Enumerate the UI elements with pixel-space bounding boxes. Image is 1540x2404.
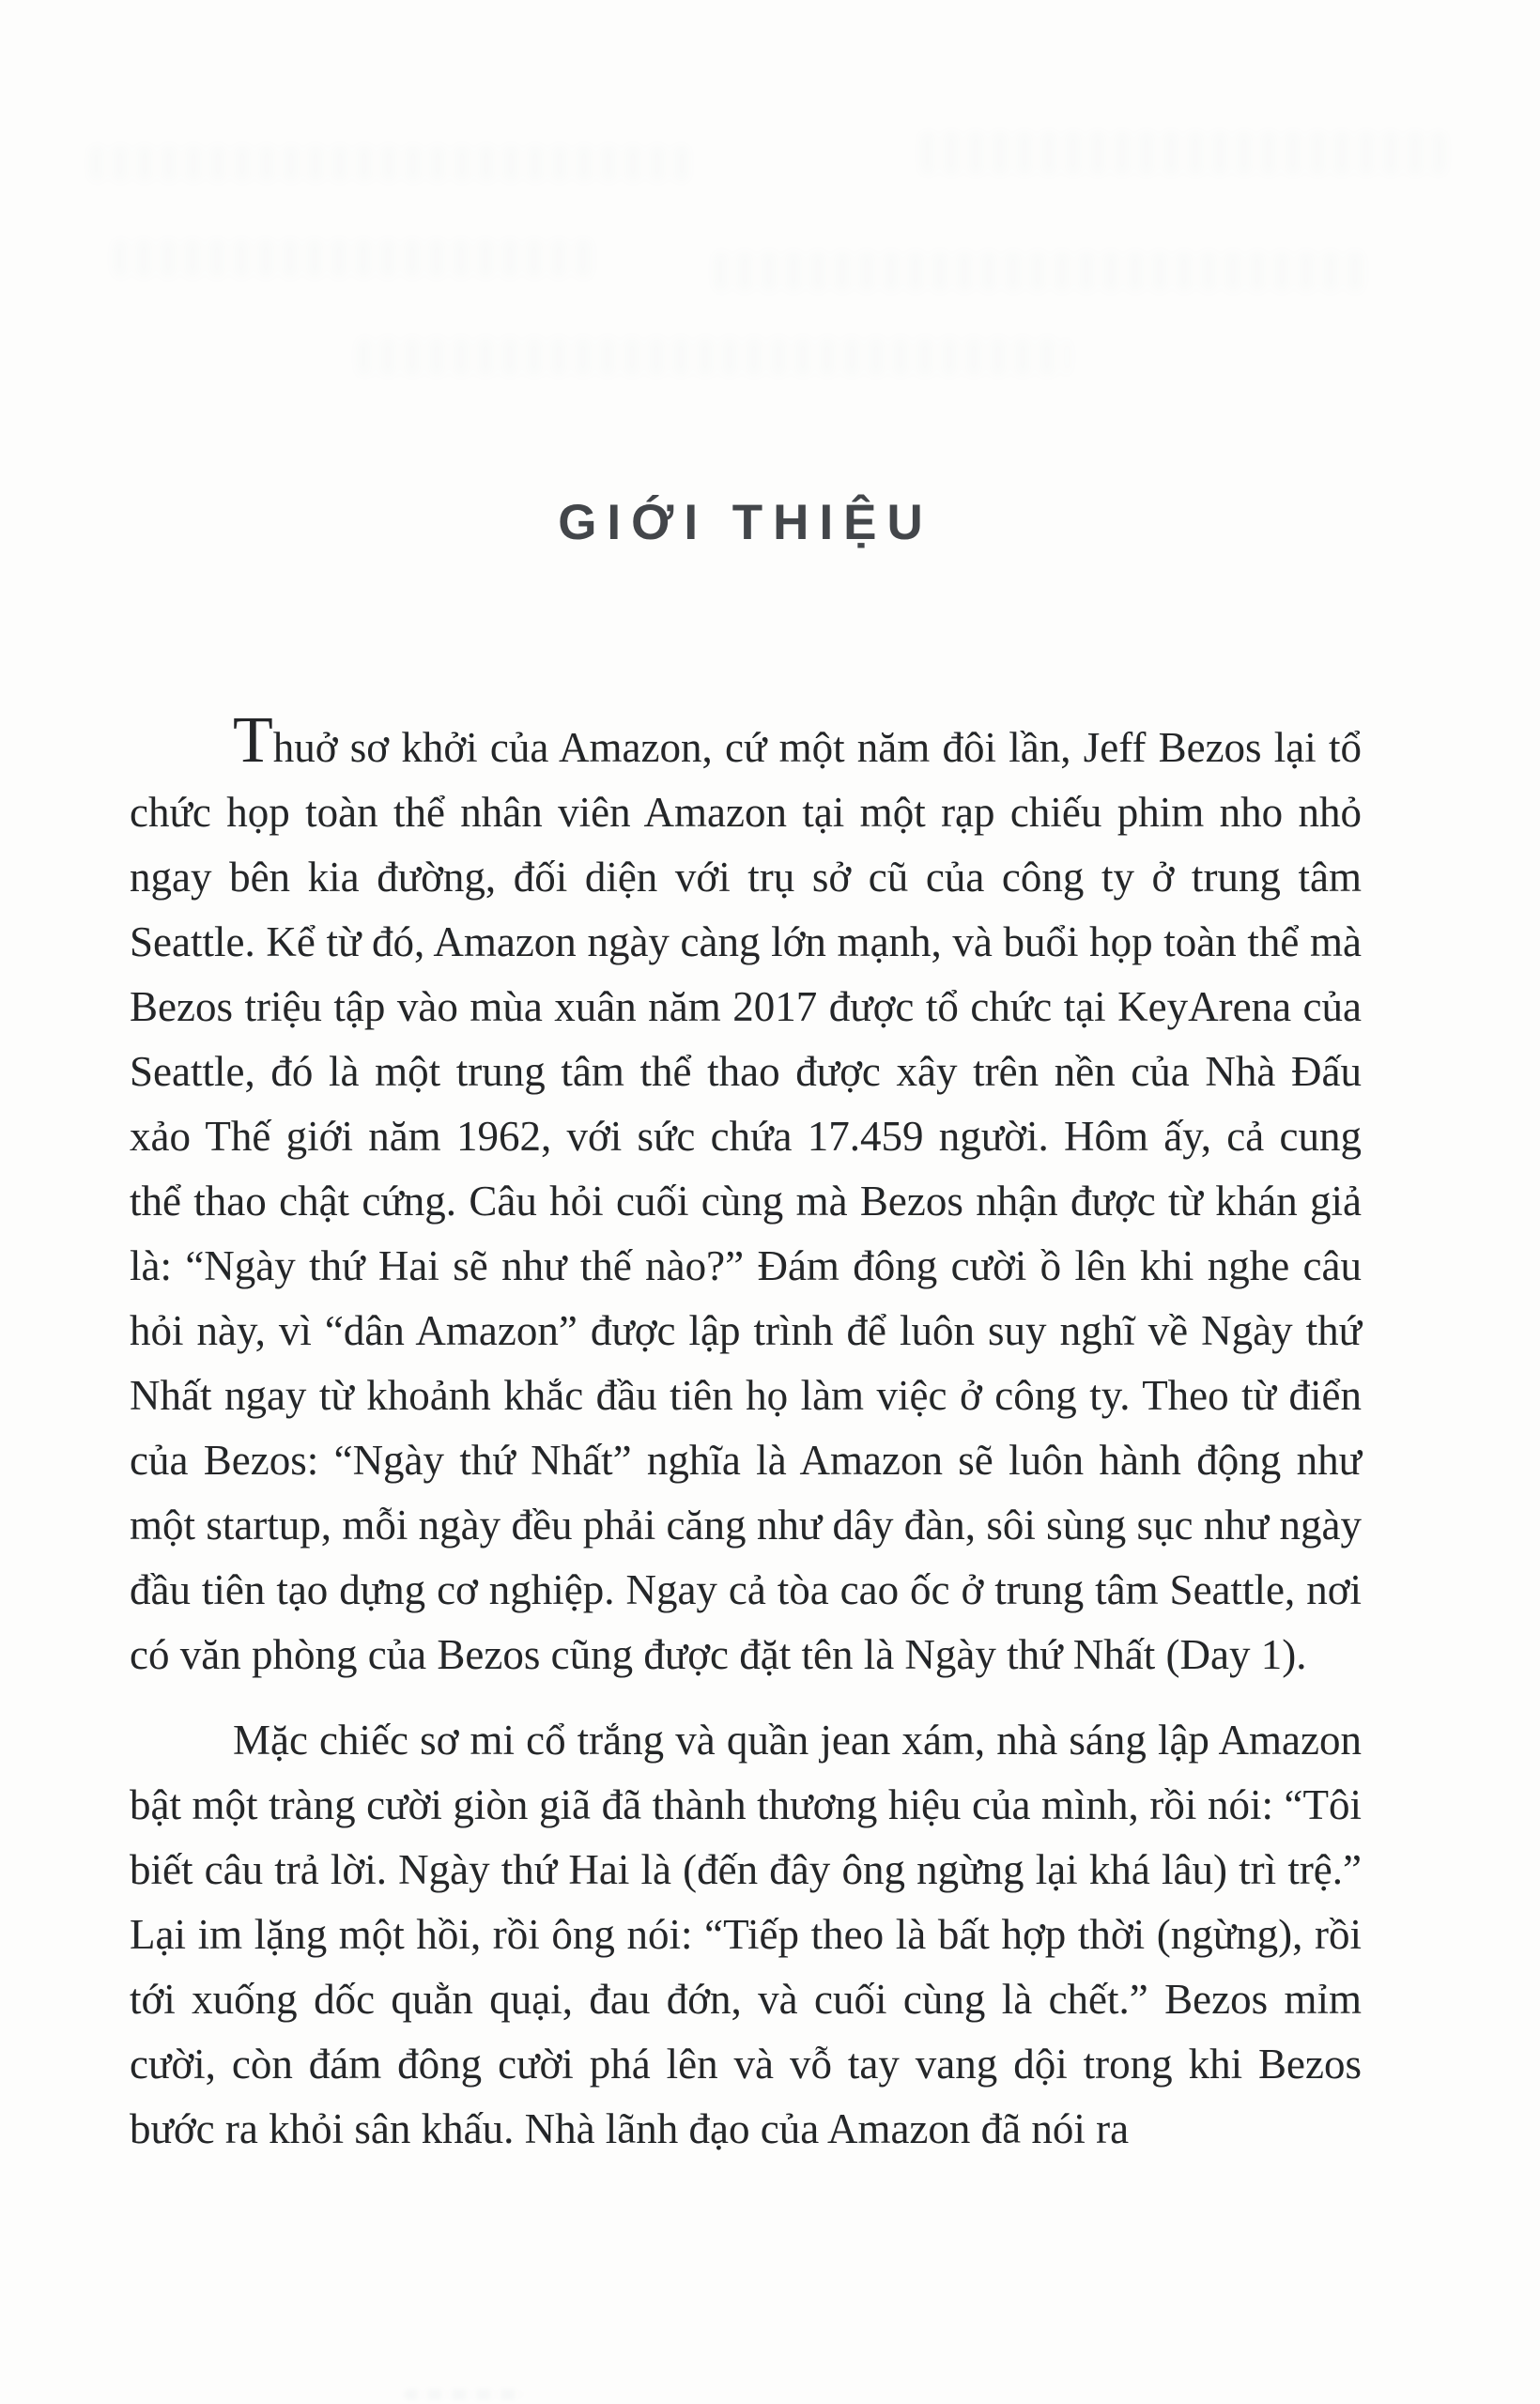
paragraph-1-text: huở sơ khởi của Amazon, cứ một năm đôi lần, Jeff Bezos lại tổ chức họp toàn thể nhân viên Amazon tại một rạp chiếu phim nho nhỏ ngay bên kia đường, đối diện với trụ sở cũ của công ty ở trung tâm Seattle. Kể từ đó, Amazon ngày càng lớn mạnh, và buổi họp toàn thể mà Bezos triệu tập vào mùa xuân năm 2017 được tổ chức tại KeyArena của Seattle, đó là một trung tâm thể thao được xây trên nền của Nhà Đấu xảo Thế giới năm 1962, với sức chứa 17.459 người. Hôm ấy, cả cung thể thao chật cứng. Câu hỏi cuối cùng mà Bezos nhận được từ khán giả là: “Ngày thứ Hai sẽ như thế nào?” Đám đông cười ồ lên khi nghe câu hỏi này, vì “dân Amazon” được lập trình để luôn suy nghĩ về Ngày thứ Nhất ngay từ khoảnh khắc đầu tiên họ làm việc ở công ty. Theo từ điển của Bezos: “Ngày thứ Nhất” nghĩa là Amazon sẽ luôn hành động như một startup, mỗi ngày đều phải căng như dây đàn, sôi sùng sục như ngày đầu tiên tạo dựng cơ nghiệp. Ngay cả tòa cao ốc ở trung tâm Seattle, nơi có văn phòng của Bezos cũng được đặt tên là Ngày thứ Nhất (Day 1). (130, 724, 1362, 1678)
paragraph-1 (130, 704, 1362, 1687)
bleedthrough-smudge (357, 338, 1070, 376)
bleedthrough-smudge (920, 131, 1446, 175)
chapter-title: GIỚI THIỆU (558, 495, 933, 550)
body-text (130, 704, 1362, 2162)
initial-capital: T (233, 704, 273, 777)
bleedthrough-smudge (113, 239, 601, 277)
paragraph-2 (130, 1708, 1362, 2162)
bleedthrough-smudge (714, 252, 1371, 291)
bleedthrough-smudge (89, 146, 690, 181)
bleedthrough-smudge (404, 2389, 526, 2400)
paragraph-2-text: Mặc chiếc sơ mi cổ trắng và quần jean xám, nhà sáng lập Amazon bật một tràng cười giòn giã đã thành thương hiệu của mình, rồi nói: “Tôi biết câu trả lời. Ngày thứ Hai là (đến đây ông ngừng lại khá lâu) trì trệ.” Lại im lặng một hồi, rồi ông nói: “Tiếp theo là bất hợp thời (ngừng), rồi tới xuống dốc quằn quại, đau đớn, và cuối cùng là chết.” Bezos mỉm cười, còn đám đông cười phá lên và vỗ tay vang dội trong khi Bezos bước ra khỏi sân khấu. Nhà lãnh đạo của Amazon đã nói ra (130, 1717, 1362, 2152)
